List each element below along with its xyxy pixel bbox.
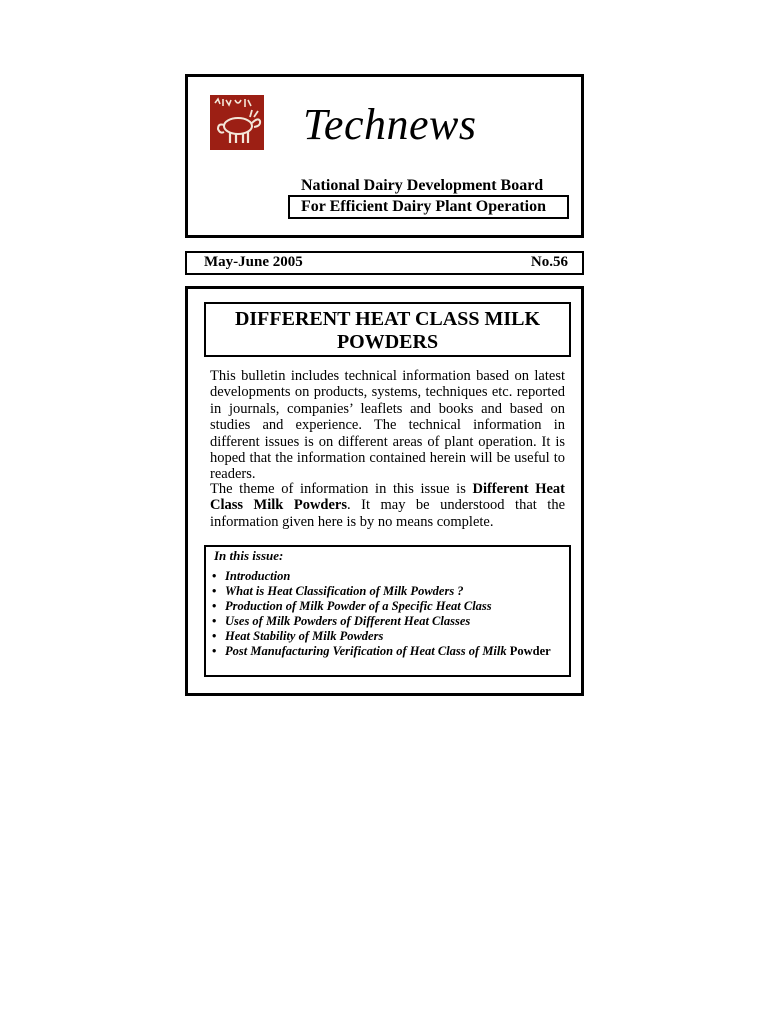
- masthead: [185, 74, 584, 238]
- bullet-icon: •: [212, 569, 217, 583]
- bullet-icon: •: [212, 584, 217, 598]
- cow-logo-icon: [210, 95, 264, 150]
- contents-item-label: Heat Stability of Milk Powders: [225, 629, 384, 643]
- tagline: For Efficient Dairy Plant Operation: [288, 195, 569, 219]
- contents-item-label: What is Heat Classification of Milk Powders ?: [225, 584, 464, 598]
- bullet-icon: •: [212, 614, 217, 628]
- contents-item-label: Production of Milk Powder of a Specific Heat Class: [225, 599, 492, 613]
- bullet-icon: •: [212, 644, 217, 658]
- issue-date: May-June 2005: [204, 254, 303, 270]
- contents-item-label: Uses of Milk Powders of Different Heat Classes: [225, 614, 471, 628]
- list-item: [210, 644, 551, 659]
- list-item: [210, 599, 551, 614]
- list-item: [210, 614, 551, 629]
- contents-item-label: Introduction: [225, 569, 291, 583]
- article-title: [204, 302, 571, 357]
- contents-list: [210, 569, 551, 659]
- contents-item-suffix: Powder: [509, 644, 551, 658]
- bullet-icon: •: [212, 629, 217, 643]
- issue-number: No.56: [530, 254, 568, 270]
- theme-paragraph: [210, 481, 565, 530]
- intro-paragraph: This bulletin includes technical information based on latest developments on products, systems, techniques etc. reported in journals, companies’ leaflets and books and based on studies and experience. The technical information in different issues is on different areas of plant operation. It is hoped that the information contained herein will be useful to readers.: [210, 368, 565, 483]
- main-article: [185, 286, 584, 696]
- issue-bar: [185, 251, 584, 275]
- theme-text-pre: The theme of information in this issue is: [210, 481, 473, 497]
- list-item: [210, 629, 551, 644]
- list-item: [210, 584, 551, 599]
- list-item: [210, 569, 551, 584]
- organization-name: National Dairy Development Board: [301, 177, 544, 194]
- theme-text-post: . It may be understood that the information given here is by no means complete.: [210, 497, 566, 530]
- bullet-icon: •: [212, 599, 217, 613]
- article-title-line-1: DIFFERENT HEAT CLASS MILK: [234, 308, 541, 330]
- article-title-line-2: POWDERS: [336, 331, 439, 353]
- contents-box: [204, 545, 571, 677]
- theme-highlight: Different Heat Class Milk Powders: [210, 481, 565, 514]
- contents-heading: In this issue:: [214, 548, 284, 563]
- contents-item-label: Post Manufacturing Verification of Heat Class of Milk: [225, 644, 507, 658]
- publication-title: Technews: [303, 100, 477, 149]
